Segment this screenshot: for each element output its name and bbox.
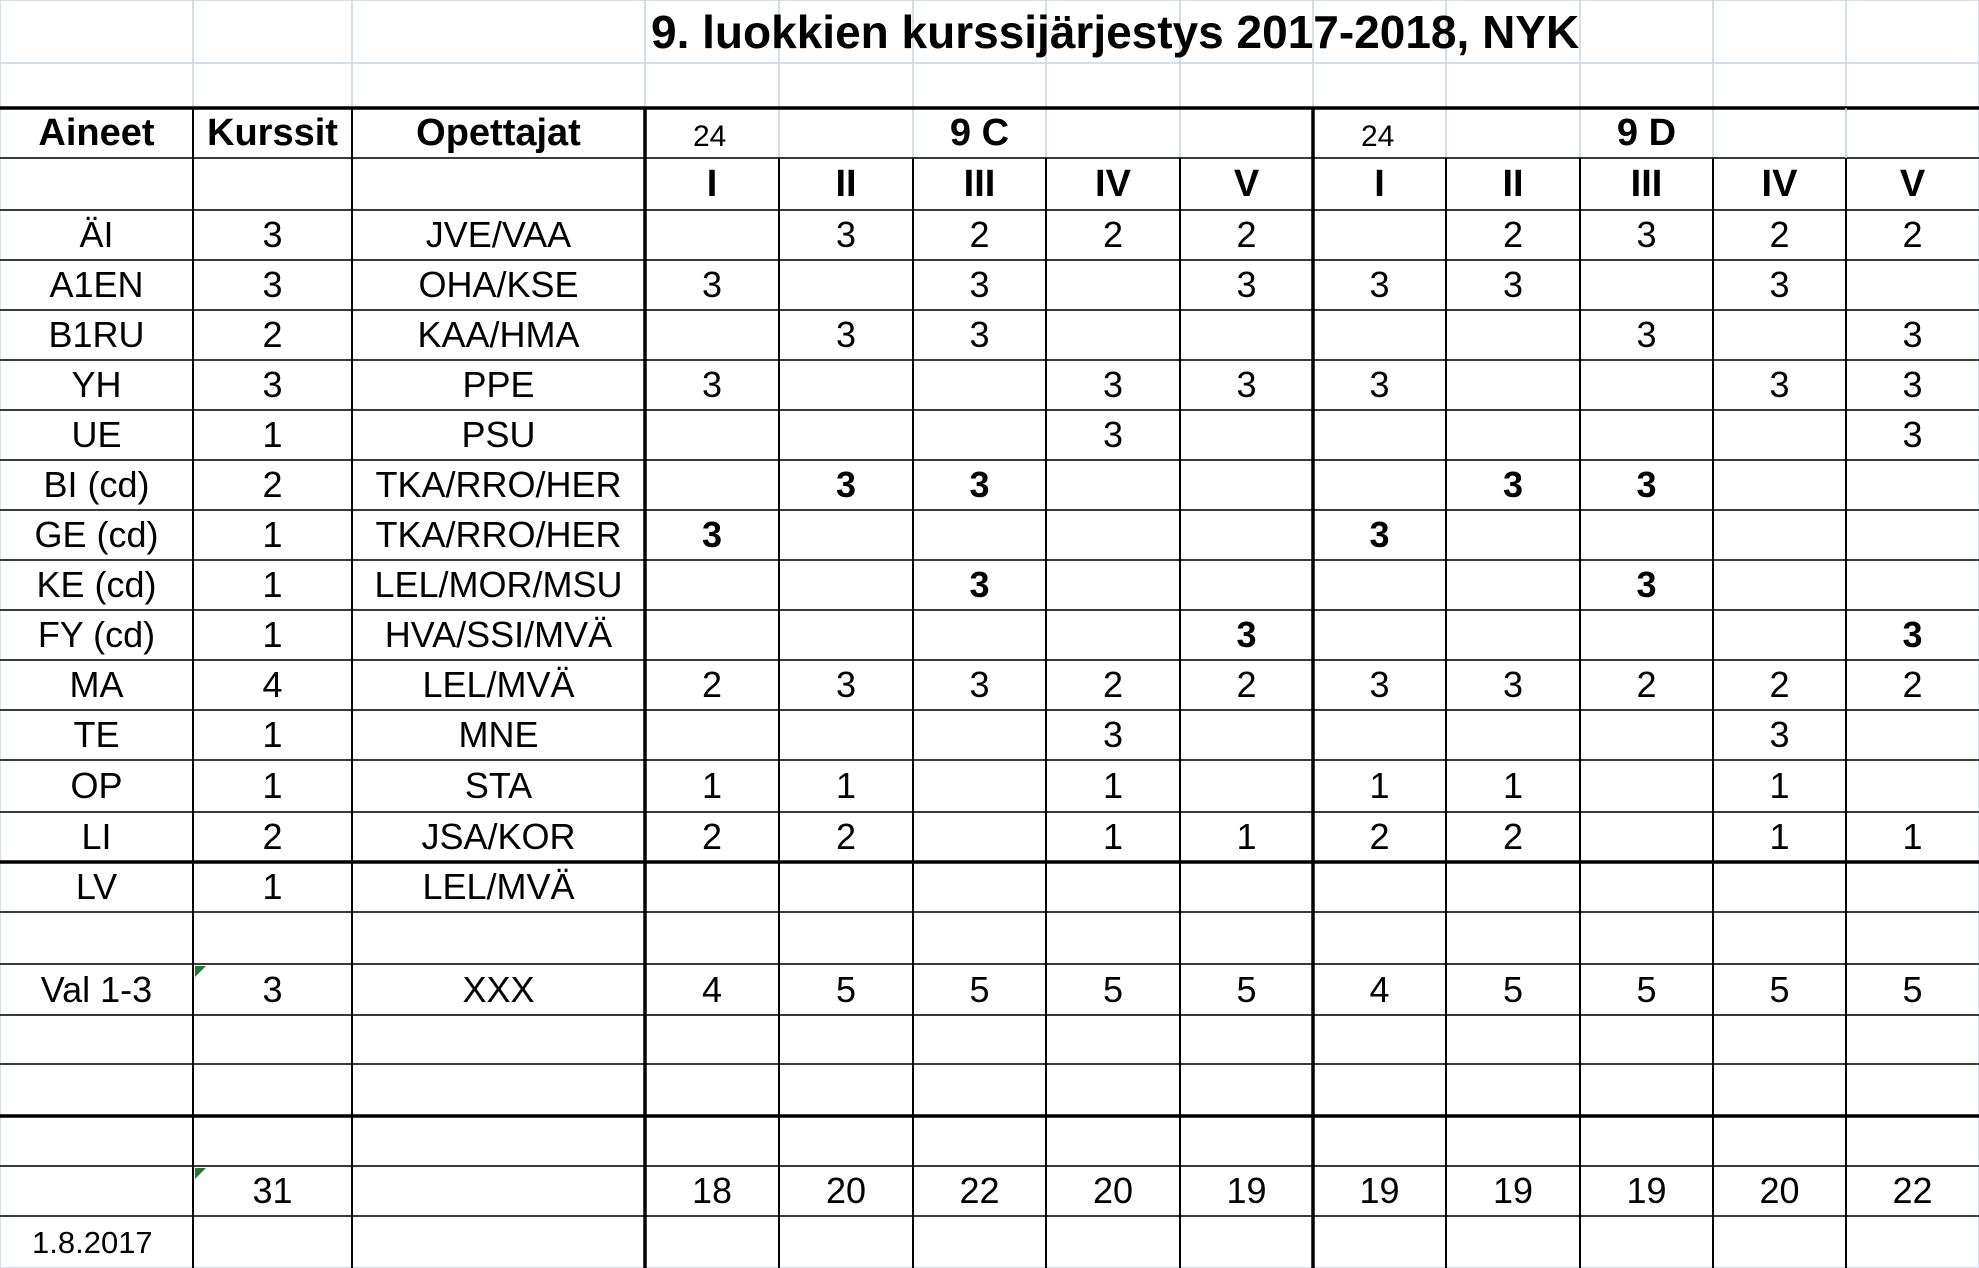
schedule-cell: 1 [1102,765,1124,806]
course-count: 1 [262,866,283,907]
schedule-cell: 3 [701,364,723,405]
schedule-cell: 3 [1236,364,1257,405]
schedule-cell: 3 [835,464,857,505]
schedule-cell: 2 [1769,214,1790,255]
subject-name: FY (cd) [37,614,156,655]
teachers: OHA/KSE [418,264,579,305]
schedule-cell: 3 [969,464,990,505]
teachers: PSU [461,414,536,455]
schedule-cell: 3 [1902,364,1923,405]
subject-name: OP [70,765,123,806]
total-cell: 19 [1359,1170,1400,1211]
schedule-cell: 3 [969,664,990,705]
schedule-cell: 2 [1102,214,1124,255]
schedule-cell: 3 [1769,364,1790,405]
subject-name: UE [71,414,122,455]
subject-name: KE (cd) [36,564,157,605]
period-header: IV [1095,163,1131,205]
teachers: KAA/HMA [417,314,580,355]
schedule-cell: 3 [1769,264,1790,305]
schedule-cell: 5 [1102,968,1124,1010]
course-count: 2 [262,816,283,857]
course-count: 3 [262,968,283,1010]
total-cell: 22 [1892,1170,1933,1211]
schedule-cell: 3 [1769,714,1790,755]
schedule-cell: 3 [1236,264,1257,305]
subject-name: LI [81,816,112,857]
class-student-count: 24 [693,120,727,153]
total-cell: 20 [825,1170,867,1211]
schedule-cell: 2 [701,664,723,705]
total-cell: 19 [1626,1170,1667,1211]
period-header: V [1233,163,1260,205]
schedule-cell: 1 [835,765,857,806]
course-count: 1 [262,714,283,755]
schedule-cell: 5 [969,968,990,1010]
date-stamp: 1.8.2017 [32,1224,153,1260]
schedule-cell: 1 [1769,765,1790,806]
total-courses: 31 [252,1170,293,1211]
schedule-cell: 5 [1636,968,1657,1010]
schedule-cell: 2 [1769,664,1790,705]
schedule-cell: 3 [1102,364,1124,405]
course-count: 1 [262,765,283,806]
period-header: V [1899,163,1926,205]
comment-indicator-icon[interactable] [195,1168,206,1179]
schedule-cell: 2 [1502,214,1524,255]
schedule-cell: 3 [1636,214,1657,255]
schedule-cell: 3 [1902,614,1923,655]
schedule-cell: 1 [1902,816,1923,857]
schedule-cell: 2 [1902,214,1923,255]
period-header: III [1630,163,1663,205]
schedule-cell: 2 [1502,816,1524,857]
header-courses: Kurssit [207,112,338,154]
teachers: LEL/MVÄ [422,664,575,705]
schedule-cell: 2 [969,214,990,255]
course-count: 1 [262,414,283,455]
teachers: TKA/RRO/HER [375,464,622,505]
schedule-cell: 2 [1636,664,1657,705]
schedule-cell: 1 [1102,816,1124,857]
schedule-cell: 3 [1236,614,1257,655]
total-cell: 20 [1759,1170,1800,1211]
class-name: 9 D [1616,112,1677,154]
teachers: HVA/SSI/MVÄ [384,614,613,655]
schedule-cell: 2 [835,816,857,857]
schedule-cell: 3 [1369,664,1390,705]
class-student-count: 24 [1361,120,1395,153]
teachers: TKA/RRO/HER [375,514,622,555]
schedule-cell: 3 [1102,714,1124,755]
schedule-cell: 2 [1902,664,1923,705]
teachers: JVE/VAA [425,214,572,255]
schedule-cell: 3 [1369,264,1390,305]
teachers: LEL/MOR/MSU [374,564,623,605]
course-count: 3 [262,214,283,255]
schedule-cell: 5 [835,968,857,1010]
course-count: 3 [262,364,283,405]
course-count: 2 [262,464,283,505]
teachers: XXX [462,968,535,1010]
schedule-cell: 3 [835,214,857,255]
schedule-cell: 3 [1636,464,1657,505]
subject-name: Val 1-3 [40,968,153,1010]
schedule-cell: 3 [1636,564,1657,605]
header-teachers: Opettajat [416,112,581,154]
schedule-cell: 3 [1502,264,1524,305]
schedule-cell: 3 [1502,664,1524,705]
schedule-cell: 2 [701,816,723,857]
schedule-cell: 3 [1636,314,1657,355]
schedule-cell: 5 [1502,968,1524,1010]
schedule-cell: 3 [1902,314,1923,355]
schedule-cell: 1 [1236,816,1257,857]
course-count: 3 [262,264,283,305]
schedule-cell: 1 [1769,816,1790,857]
period-header: II [835,163,857,205]
schedule-cell: 3 [701,264,723,305]
subject-name: B1RU [48,314,145,355]
period-header: IV [1761,163,1798,205]
schedule-cell: 1 [1369,765,1390,806]
course-count: 4 [262,664,283,705]
header-subjects: Aineet [38,112,155,154]
schedule-cell: 2 [1236,214,1257,255]
schedule-cell: 3 [1902,414,1923,455]
total-cell: 18 [691,1170,733,1211]
schedule-cell: 1 [1502,765,1524,806]
course-count: 1 [262,564,283,605]
schedule-cell: 2 [1369,816,1390,857]
schedule-cell: 1 [701,765,723,806]
period-header: I [1374,163,1385,205]
total-cell: 22 [959,1170,1000,1211]
schedule-cell: 2 [1102,664,1124,705]
subject-name: ÄI [79,214,114,255]
schedule-cell: 5 [1902,968,1923,1010]
course-count: 1 [262,514,283,555]
class-name: 9 C [949,112,1010,154]
comment-indicator-icon[interactable] [195,966,206,977]
course-count: 1 [262,614,283,655]
schedule-cell: 3 [969,314,990,355]
subject-name: LV [75,866,118,907]
schedule-cell: 4 [701,968,723,1010]
total-cell: 20 [1092,1170,1134,1211]
schedule-cell: 3 [835,314,857,355]
teachers: MNE [458,714,539,755]
teachers: JSA/KOR [421,816,576,857]
schedule-cell: 4 [1369,968,1390,1010]
subject-name: A1EN [49,264,144,305]
period-header: II [1502,163,1524,205]
schedule-cell: 3 [969,564,990,605]
subject-name: TE [73,714,120,755]
schedule-cell: 3 [701,514,723,555]
schedule-cell: 5 [1236,968,1257,1010]
subject-name: GE (cd) [34,514,159,555]
schedule-cell: 3 [835,664,857,705]
schedule-cell: 3 [969,264,990,305]
schedule-cell: 3 [1369,514,1390,555]
subject-name: YH [71,364,122,405]
period-header: I [706,163,718,205]
teachers: PPE [462,364,535,405]
schedule-cell: 2 [1236,664,1257,705]
course-count: 2 [262,314,283,355]
teachers: STA [464,765,533,806]
total-cell: 19 [1226,1170,1267,1211]
schedule-cell: 5 [1769,968,1790,1010]
page-title: 9. luokkien kurssijärjestys 2017-2018, NYK [651,5,1580,58]
schedule-cell: 3 [1369,364,1390,405]
schedule-cell: 3 [1102,414,1124,455]
period-header: III [963,163,996,205]
total-cell: 19 [1492,1170,1534,1211]
schedule-cell: 3 [1502,464,1524,505]
subject-name: MA [69,664,124,705]
subject-name: BI (cd) [43,464,150,505]
teachers: LEL/MVÄ [422,866,575,907]
